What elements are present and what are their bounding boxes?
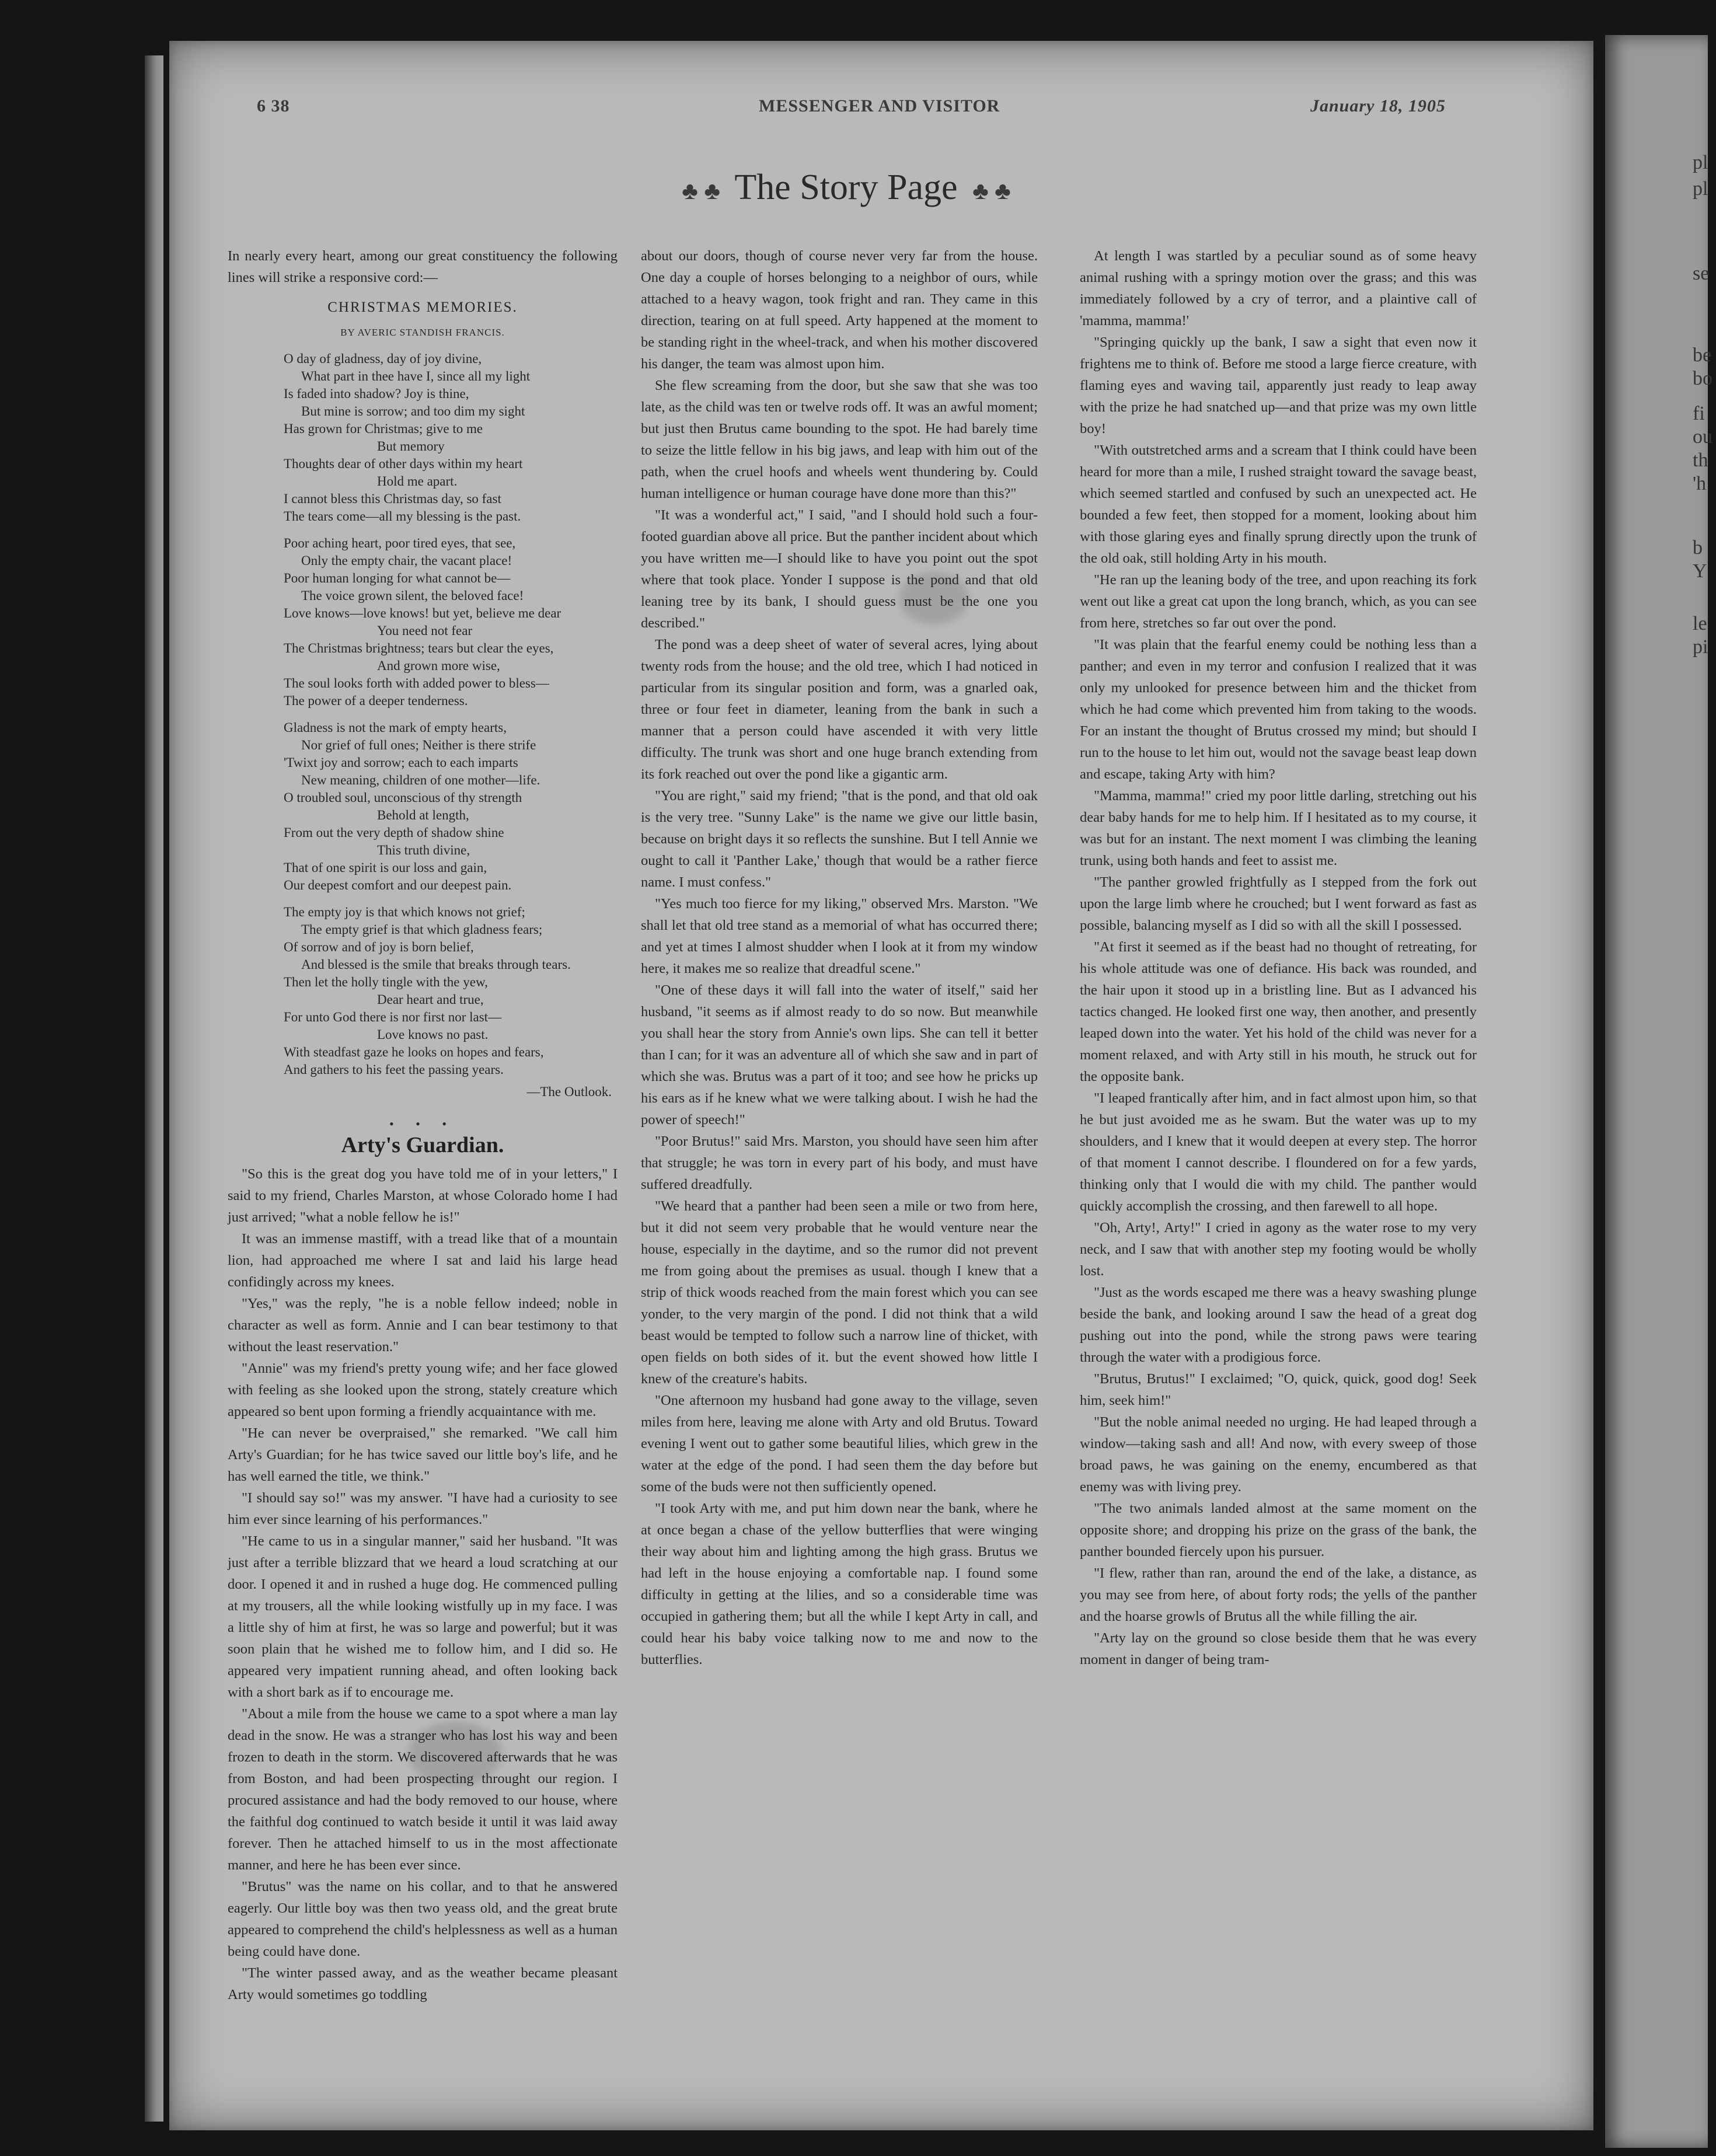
- poem-line: Gladness is not the mark of empty hearts,: [284, 720, 507, 735]
- poem-line: Only the empty chair, the vacant place!: [301, 553, 512, 568]
- poem-line: Poor human longing for what cannot be—: [284, 571, 511, 585]
- poem-line: 'Twixt joy and sorrow; each to each imparts: [284, 755, 518, 770]
- poem-line: I cannot bless this Christmas day, so fast: [284, 491, 501, 506]
- story-paragraph: "So this is the great dog you have told me of in your letters," I said to my friend, Charles Marston, at whose Colorado home I had just arrived; "what a noble fellow he is!": [228, 1166, 618, 1225]
- story-paragraph: "Mamma, mamma!" cried my poor little darling, stretching out his dear baby hands for me to help him. If I hesitated as to my course, it was but for an instant. The next moment I was climbing the leaning trunk, using both hands and feet to assist me.: [1080, 788, 1477, 868]
- column-1: [228, 245, 618, 2005]
- story-paragraph: "He ran up the leaning body of the tree, and upon reaching its fork went out like a great cat upon the long branch, which, as you can see from here, stretches so far out over the pond.: [1080, 572, 1477, 631]
- story-paragraph: "I took Arty with me, and put him down near the bank, where he at once began a chase of the yellow butterflies that were winging their way about him and lighting among the high grass. Brutus we had left in the house enjoying a comfortable nap. I found some difficulty in getting at the lilies, and so a considerable time was occupied in gathering them; but all the while I kept Arty in call, and could hear his baby voice talking now to me and now to the butterflies.: [641, 1501, 1038, 1667]
- clover-ornament-icon: ♣ ♣: [972, 178, 1011, 205]
- column-3: [1080, 245, 1477, 1670]
- section-divider: • • •: [389, 1117, 456, 1131]
- story-paragraph: "I leaped frantically after him, and in fact almost upon him, so that he but just avoided me as he swam. But the water was up to my shoulders, and I knew that it would deepen at every step. The horror of that moment I cannot describe. I floundered on for a few yards, thinking only that I would die with my child. The panther would quickly accomplish the crossing, and then farewell to all hope.: [1080, 1090, 1477, 1214]
- poem-stanza: [284, 719, 618, 894]
- fragment-text: se: [1693, 263, 1710, 284]
- story-paragraph: "I should say so!" was my answer. "I have had a curiosity to see him ever since learning of his performances.": [228, 1490, 618, 1527]
- poem-line: The empty grief is that which gladness fears;: [301, 922, 543, 937]
- story-paragraph: "But the noble animal needed no urging. He had leaped through a window—taking sash and all! And now, with every sweep of those broad paws, he was gaining on the enemy, encumbered as that enemy was with living prey.: [1080, 1414, 1477, 1495]
- story-paragraph: "Yes much too fierce for my liking," observed Mrs. Marston. "We shall let that old tree stand as a memorial of what has occurred there; and yet at times I almost shudder when I look at it from my window here, it makes me so realize that dreadful scene.": [641, 896, 1038, 976]
- story-paragraph: "One afternoon my husband had gone away to the village, seven miles from here, leaving me alone with Arty and old Brutus. Toward evening I went out to gather some beautiful lilies, which grew in the water at the edge of the pond. I had seen them the day before but some of the buds were not then sufficiently opened.: [641, 1393, 1038, 1495]
- fragment-text: b: [1693, 537, 1703, 559]
- story-paragraph: "I flew, rather than ran, around the end of the lake, a distance, as you may see from here, of about forty rods; the yells of the panther and the hoarse growls of Brutus all the while filling the air.: [1080, 1565, 1477, 1624]
- story-paragraph: "About a mile from the house we came to a spot where a man lay dead in the snow. He was a stranger who has lost his way and been frozen to death in the storm. We discovered afterwards that he was from Boston, and had been prospecting throught our region. I procured assistance and had the body removed to our house, where the faithful dog continued to watch beside it until it was laid away forever. Then he attached himself to us in the most affectionate manner, and here he has been ever since.: [228, 1706, 618, 1873]
- poem-line: Our deepest comfort and our deepest pain.: [284, 878, 512, 892]
- poem-line: Behold at length,: [377, 808, 469, 822]
- poem-line: Love knows no past.: [377, 1027, 489, 1042]
- poem-line: Has grown for Christmas; give to me: [284, 421, 483, 436]
- story-paragraph: "Arty lay on the ground so close beside them that he was every moment in danger of being tram-: [1080, 1630, 1477, 1667]
- story-paragraph: "The winter passed away, and as the weather became pleasant Arty would sometimes go toddling: [228, 1965, 618, 2003]
- fragment-text: pl: [1693, 178, 1708, 200]
- fragment-text: Y: [1693, 560, 1707, 582]
- story-paragraph: "Just as the words escaped me there was a heavy swashing plunge beside the bank, and looking around I saw the head of a great dog pushing out into the pond, while the strong paws were tearing through the water with a prodigious force.: [1080, 1285, 1477, 1365]
- poem-line: And blessed is the smile that breaks through tears.: [301, 957, 571, 972]
- poem: [284, 350, 618, 1079]
- poem-line: Is faded into shadow? Joy is thine,: [284, 386, 469, 401]
- story-title: Arty's Guardian.: [341, 1133, 504, 1157]
- poem-line: Of sorrow and of joy is born belief,: [284, 940, 474, 954]
- story-page-title: The Story Page: [734, 168, 958, 207]
- poem-line: What part in thee have I, since all my light: [301, 369, 531, 383]
- page-left-edge: [145, 55, 163, 2122]
- story-paragraph: "Brutus, Brutus!" I exclaimed; "O, quick, quick, good dog! Seek him, seek him!": [1080, 1371, 1477, 1408]
- poem-source: —The Outlook.: [526, 1084, 612, 1099]
- poem-line: From out the very depth of shadow shine: [284, 825, 504, 840]
- story-paragraph: "Yes," was the reply, "he is a noble fellow indeed; noble in character as well as form. Annie and I can bear testimony to that without the least reservation.": [228, 1296, 618, 1355]
- fragment-text: bo: [1693, 368, 1712, 389]
- poem-line: That of one spirit is our loss and gain,: [284, 860, 487, 875]
- poem-author: BY AVERIC STANDISH FRANCIS.: [340, 327, 505, 338]
- poem-line: But memory: [377, 439, 445, 453]
- poem-intro: In nearly every heart, among our great constituency the following lines will strike a responsive cord:—: [228, 248, 618, 285]
- story-paragraph: "It was plain that the fearful enemy could be nothing less than a panther; and even in my terror and confusion I realized that it was only my unlooked for presence between him and the thicket from which he had come which prevented him from taking to the woods. For an instant the thought of Brutus crossed my mind; but should I run to the house to let him out, would not the savage beast leap down and escape, taking Arty with him?: [1080, 637, 1477, 782]
- fragment-text: fi: [1693, 403, 1705, 424]
- poem-line: New meaning, children of one mother—life.: [301, 773, 540, 787]
- story-paragraph: "Brutus" was the name on his collar, and to that he answered eagerly. Our little boy was then two yeass old, and the great brute appeared to comprehend the child's helplessness as well as a human being could have done.: [228, 1879, 618, 1959]
- poem-line: Nor grief of full ones; Neither is there strife: [301, 738, 536, 752]
- story-paragraph: "Annie" was my friend's pretty young wife; and her face glowed with feeling as she looked upon the strong, stately creature which appeared so bent upon forming a friendly acquaintance with me.: [228, 1360, 618, 1419]
- page-number: 6 38: [257, 96, 290, 116]
- poem-line: And gathers to his feet the passing years.: [284, 1062, 504, 1077]
- poem-line: This truth divine,: [377, 843, 470, 857]
- story-paragraph: "With outstretched arms and a scream that I think could have been heard for more than a mile, I rushed straight toward the savage beast, which seemed startled and confused by such an unexpected act. He bounded a few feet, then stopped for a moment, looking about him with those glaring eyes and finally sprung directly upon the trunk of the old oak, still holding Arty in his mouth.: [1080, 442, 1477, 566]
- fragment-text: le: [1693, 613, 1707, 634]
- story-paragraph: "Oh, Arty!, Arty!" I cried in agony as the water rose to my very neck, and I saw that with another step my footing would be wholly lost.: [1080, 1220, 1477, 1279]
- poem-line: And grown more wise,: [377, 658, 500, 673]
- fragment-text: ou: [1693, 426, 1712, 448]
- story-paragraph: "He came to us in a singular manner," said her husband. "It was just after a terrible blizzard that we heard a loud scratching at our door. I opened it and in rushed a huge dog. He commenced pulling at my trousers, all the while looking wistfully up in my face. I was a little shy of him at first, he was so large and powerful; but it was soon plain that he wished me to follow him, and I did so. He appeared very impatient running ahead, and often looking back with a short bark as if to encourage me.: [228, 1533, 618, 1700]
- story-paragraph: "The panther growled frightfully as I stepped from the fork out upon the large limb where he crouched; but I went forward as fast as possible, balancing myself as I did so with all the skill I possessed.: [1080, 874, 1477, 933]
- poem-line: But mine is sorrow; and too dim my sight: [301, 404, 525, 418]
- poem-line: Hold me apart.: [377, 474, 458, 489]
- poem-line: The Christmas brightness; tears but clear the eyes,: [284, 641, 554, 655]
- poem-title: CHRISTMAS MEMORIES.: [327, 299, 518, 315]
- story-paragraph: "The two animals landed almost at the same moment on the opposite shore; and dropping his prize on the grass of the bank, the panther bounded fiercely upon his pursuer.: [1080, 1501, 1477, 1560]
- story-paragraph: "He can never be overpraised," she remarked. "We call him Arty's Guardian; for he has twice saved our little boy's life, and he has well earned the title, we think.": [228, 1425, 618, 1484]
- story-paragraph: The pond was a deep sheet of water of several acres, lying about twenty rods from the house; and the old tree, which I had noticed in particular from its singular position and form, was a gnarled oak, three or four feet in diameter, leaning from the bank in such a manner that a person could have ascended it with very little difficulty. The trunk was short and one huge branch extending from its fork reached out over the pond like a gigantic arm.: [641, 637, 1038, 782]
- poem-line: The tears come—all my blessing is the past.: [284, 509, 521, 524]
- story-paragraph: "It was a wonderful act," I said, "and I should hold such a four-footed guardian above all price. But the panther incident about which you have written me—I should like to have you point out the spot where that took place. Yonder I suppose is the pond and that old leaning tree by its bank, I should guess must be the one you described.": [641, 507, 1038, 631]
- story-paragraph: "At first it seemed as if the beast had no thought of retreating, for his whole attitude was one of defiance. His back was rounded, and the hair upon it stood up in a bristling line. But as I advanced his tactics changed. He looked first one way, then another, and presently leaped down into the water. Yet his hold of the child was never for a moment relaxed, and with Arty still in his mouth, he struck out for the opposite bank.: [1080, 939, 1477, 1084]
- poem-stanza: [284, 535, 618, 710]
- fragment-text: pl: [1693, 152, 1708, 173]
- issue-date: January 18, 1905: [1310, 96, 1446, 116]
- poem-line: Then let the holly tingle with the yew,: [284, 975, 488, 989]
- story-paragraph: "We heard that a panther had been seen a mile or two from here, but it did not seem very probable that he would venture near the house, especially in the daytime, and so the rumor did not prevent me from going about the premises as usual. though I knew that a strip of thick woods reached from the main forest which you can see yonder, to the very margin of the pond. I did not think that a wild beast would be tempted to follow such a narrow line of thicket, with open fields on both sides of it. but the event showed how little I knew of the creature's habits.: [641, 1198, 1038, 1387]
- story-paragraph: At length I was startled by a peculiar sound as of some heavy animal rushing with a springy motion over the grass; and this was immediately followed by a cry of terror, and a plaintive call of 'mamma, mamma!': [1080, 248, 1477, 329]
- story-paragraph: "Springing quickly up the bank, I saw a sight that even now it frightens me to think of. Before me stood a large fierce creature, with flaming eyes and waving tail, apparently just ready to leap away with the prize he had snatched up—and that prize was my own little boy!: [1080, 334, 1477, 437]
- poem-line: Poor aching heart, poor tired eyes, that see,: [284, 536, 516, 550]
- poem-line: With steadfast gaze he looks on hopes and fears,: [284, 1045, 544, 1059]
- poem-line: O day of gladness, day of joy divine,: [284, 351, 482, 366]
- story-paragraph: "One of these days it will fall into the water of itself," said her husband, "it seems as if almost ready to do so now. But meanwhile you shall hear the story from Annie's own lips. She can tell it better than I can; for it was an adventure all of which she saw and in part of which she was. Brutus was a part of it too; and see how he pricks up his ears as if he knew what we were talking about. I wish he had the power of speech!": [641, 982, 1038, 1128]
- column-2: [641, 245, 1038, 1670]
- fragment-text: th: [1693, 449, 1708, 471]
- poem-line: You need not fear: [377, 623, 473, 638]
- poem-stanza: [284, 903, 618, 1079]
- poem-line: The voice grown silent, the beloved face!: [301, 588, 524, 603]
- adjacent-page-fragment: [1605, 35, 1712, 2148]
- fragment-text: pi: [1693, 636, 1708, 658]
- masthead: MESSENGER AND VISITOR: [759, 96, 1000, 116]
- clover-ornament-icon: ♣ ♣: [682, 178, 720, 205]
- poem-line: The power of a deeper tenderness.: [284, 693, 468, 708]
- story-paragraph: "You are right," said my friend; "that is the pond, and that old oak is the very tree. "Sunny Lake" is the name we give our little basin, because on bright days it so reflects the sunshine. But I tell Annie we ought to call it 'Panther Lake,' though that would be a rather fierce name. I must confess.": [641, 788, 1038, 890]
- poem-line: For unto God there is nor first nor last—: [284, 1010, 502, 1024]
- poem-line: The empty joy is that which knows not grief;: [284, 905, 525, 919]
- fragment-text: be: [1693, 344, 1712, 366]
- story-paragraph: It was an immense mastiff, with a tread like that of a mountain lion, had approached me where I sat and laid his large head confidingly across my knees.: [228, 1231, 618, 1290]
- story-paragraph: about our doors, though of course never very far from the house. One day a couple of horses belonging to a neighbor of ours, while attached to a heavy wagon, took fright and ran. They came in this direction, tearing on at full speed. Arty happened at the moment to be standing right in the wheel-track, and when his mother discovered his danger, the team was almost upon him.: [641, 248, 1038, 372]
- poem-stanza: [284, 350, 618, 525]
- poem-line: Dear heart and true,: [377, 992, 484, 1007]
- poem-line: Thoughts dear of other days within my heart: [284, 456, 523, 471]
- story-paragraph: She flew screaming from the door, but she saw that she was too late, as the child was ten or twelve rods off. It was an awful moment; but just then Brutus came bounding to the spot. He had barely time to seize the little fellow in his big jaws, and leap with him out of the path, when the cruel hoofs and wheels went thundering by. Could human intelligence or human courage have done more than this?": [641, 378, 1038, 501]
- story-paragraph: "Poor Brutus!" said Mrs. Marston, you should have seen him after that struggle; he was torn in every part of his body, and must have suffered dreadfully.: [641, 1133, 1038, 1192]
- poem-line: The soul looks forth with added power to bless—: [284, 676, 549, 690]
- poem-line: Love knows—love knows! but yet, believe me dear: [284, 606, 561, 620]
- fragment-text: 'h: [1693, 473, 1707, 494]
- story-page-heading: [636, 167, 1056, 208]
- poem-line: O troubled soul, unconscious of thy strength: [284, 790, 522, 805]
